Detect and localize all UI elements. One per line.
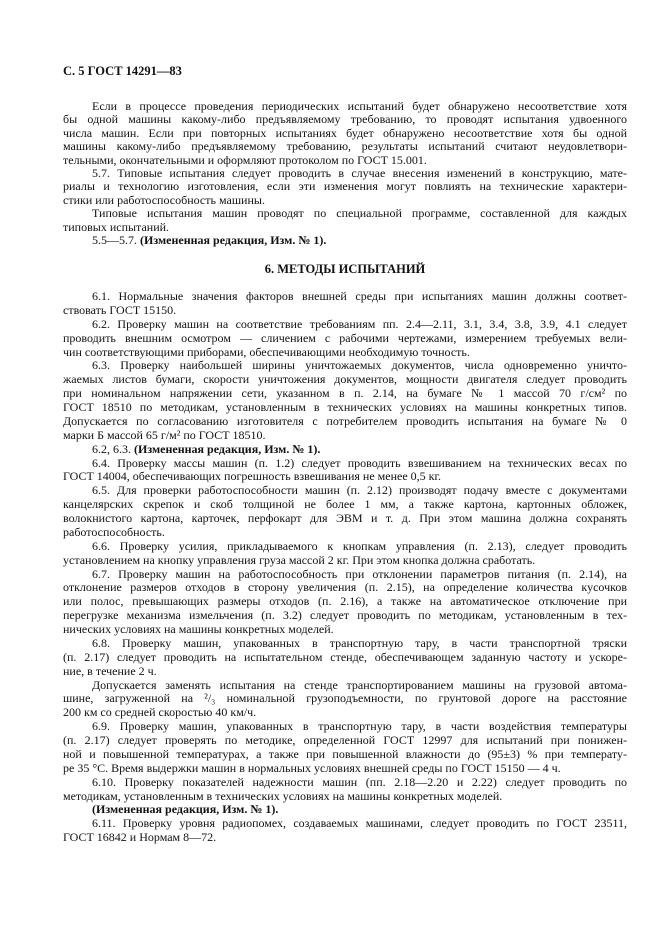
paragraph bbox=[63, 318, 627, 360]
paragraph bbox=[63, 207, 627, 234]
paragraph bbox=[63, 167, 627, 207]
line-text: 6.9. Проверку машин, упакованных в транспортную тару, в части воздействия температуры bbox=[92, 719, 627, 734]
text-line bbox=[63, 706, 627, 720]
text-line bbox=[63, 373, 627, 387]
line-text: числа машин. Если при повторных испытаниях будет обнаружено несоответствие хотя бы одной bbox=[63, 125, 627, 140]
paragraph bbox=[63, 720, 627, 776]
text-line bbox=[63, 526, 627, 540]
text-line bbox=[63, 512, 627, 526]
text-line bbox=[63, 734, 627, 748]
text-line bbox=[63, 318, 627, 332]
text-line bbox=[63, 776, 627, 790]
text-line bbox=[63, 470, 627, 484]
paragraph bbox=[63, 568, 627, 637]
amendment-label: (Измененная редакция, Изм. № 1). bbox=[140, 233, 327, 248]
text-line bbox=[63, 167, 627, 180]
text-line bbox=[63, 748, 627, 762]
paragraph bbox=[63, 776, 627, 804]
line-text: ГОСТ 18510 по методикам, установленным в технических условиях на машины конкретных типов. bbox=[63, 400, 627, 414]
line-text: 6.8. Проверку машин, упакованных в транспортную тару, в части транспортной тряски bbox=[92, 635, 627, 650]
text-line bbox=[63, 304, 627, 318]
paragraph bbox=[63, 359, 627, 442]
text-line bbox=[63, 637, 627, 651]
text-line bbox=[63, 790, 627, 804]
line-text: работоспособность. bbox=[63, 524, 165, 539]
text-line bbox=[63, 387, 627, 401]
line-text: при номинальном напряжении сети, указанном в п. 2.14, на бумаге № 1 массой 70 г/см² по bbox=[63, 386, 627, 401]
text-line bbox=[63, 581, 627, 595]
line-text: ние, в течение 2 ч. bbox=[63, 663, 157, 678]
line-text: нических условиях на машины конкретных моделей. bbox=[63, 622, 334, 636]
text-line bbox=[63, 127, 627, 140]
line-text: тельными, окончательными и оформляют протоколом по ГОСТ 15.001. bbox=[63, 152, 427, 167]
text-line bbox=[63, 415, 627, 429]
text-line bbox=[63, 665, 627, 679]
line-text: 6.1. Нормальные значения факторов внешней среды при испытаниях машин должны соответ- bbox=[92, 289, 627, 303]
line-text: Допускается по согласованию изготовителя с потребителем проводить испытания на бумаге № 0 bbox=[63, 413, 627, 428]
paragraph bbox=[63, 290, 627, 318]
line-text: жаемых листов бумаги, скорости уничтожения документов, мощности двигателя следует проводить bbox=[63, 372, 627, 387]
text-line bbox=[63, 609, 627, 623]
text-line bbox=[63, 429, 627, 443]
text-line bbox=[63, 290, 627, 304]
text-line bbox=[63, 651, 627, 665]
text-line bbox=[63, 540, 627, 554]
page-header: С. 5 ГОСТ 14291—83 bbox=[63, 64, 182, 78]
section-5-continuation bbox=[63, 100, 627, 247]
text-line bbox=[63, 113, 627, 126]
line-text: риалы и технологию изготовления, если эти изменения могут повлиять на технические характери- bbox=[63, 179, 627, 194]
line-text: 6.7. Проверку машин на работоспособность при отклонении параметров питания (п. 2.14), на bbox=[92, 566, 627, 581]
line-text: проводить внешним осмотром — сличением с рабочими чертежами, измерением требуемых вели- bbox=[63, 330, 627, 345]
paragraph bbox=[63, 637, 627, 679]
line-text: 6.2, 6.3. bbox=[92, 441, 134, 456]
amendment-note bbox=[63, 234, 627, 247]
line-text: (п. 2.17) следует проводить на испытательном стенде, обеспечивающем заданную частоту и ускоре- bbox=[63, 649, 627, 664]
line-text: (п. 2.17) следует проверять по методике, определенной ГОСТ 12997 для испытаний при понижен- bbox=[63, 733, 627, 747]
line-text: Допускается заменять испытания на стенде транспортированием машины на грузовой автома- bbox=[92, 677, 627, 692]
text-line bbox=[63, 154, 627, 167]
line-text: шине, загруженной на ²/₃ номинальной грузоподъемности, по грунтовой дороге на расстояние bbox=[63, 691, 627, 706]
amendment-note bbox=[63, 803, 627, 817]
text-line bbox=[63, 194, 627, 207]
text-line bbox=[63, 457, 627, 471]
line-text: 5.7. Типовые испытания следует проводить в случае внесения изменений в конструкцию, мате- bbox=[92, 166, 627, 181]
line-text: отклонение размеров отходов в сторону увеличения (п. 2.15), на определение количества кусочков bbox=[63, 580, 627, 595]
line-text: ре 35 °С. Время выдержки машин в нормальных условиях внешней среды по ГОСТ 15150 — 4 ч. bbox=[63, 760, 561, 775]
line-text: 5.5—5.7. bbox=[92, 233, 140, 248]
text-line bbox=[63, 359, 627, 373]
text-line bbox=[63, 692, 627, 706]
text-line bbox=[63, 401, 627, 415]
line-text: Если в процессе проведения периодических испытаний будет обнаружено несоответствие хотя bbox=[92, 99, 627, 113]
line-text: волокнистого картона, карточек, перфокарт для ЭВМ и т. д. При этом машина должна сохранять bbox=[63, 511, 627, 525]
line-text: или полос, превышающих размеры отходов (п. 2.16), а также на автоматическое отключение при bbox=[63, 594, 627, 609]
text-line bbox=[63, 568, 627, 582]
text-line bbox=[63, 140, 627, 153]
section-heading: 6. МЕТОДЫ ИСПЫТАНИЙ bbox=[264, 262, 426, 276]
section-6-test-methods bbox=[63, 290, 627, 845]
text-line bbox=[63, 831, 627, 845]
line-text: 200 км со средней скоростью 40 км/ч. bbox=[63, 705, 257, 720]
amendment-note bbox=[63, 443, 627, 457]
line-text: перегрузке механизма измельчения (п. 3.2) следует проводить по методикам, установленным в тех- bbox=[63, 608, 627, 623]
text-line bbox=[63, 817, 627, 831]
paragraph bbox=[63, 540, 627, 568]
line-text: ной и повышенной температурах, а также при повышенной влажности до (95±3) % при температу- bbox=[63, 746, 627, 761]
line-text: методикам, установленным в технических условиях на машины конкретных моделей. bbox=[63, 788, 503, 803]
text-line bbox=[63, 484, 627, 498]
text-line bbox=[63, 234, 627, 247]
line-text: ствовать ГОСТ 15150. bbox=[63, 302, 177, 317]
text-line bbox=[63, 554, 627, 568]
line-text: 6.6. Проверку усилия, прикладываемого к кнопкам управления (п. 2.13), следует проводить bbox=[92, 538, 627, 553]
paragraph bbox=[63, 484, 627, 540]
text-line bbox=[63, 207, 627, 220]
text-line bbox=[63, 498, 627, 512]
line-text: бы одной машины какому-либо предъявляемому требованию, то проводят испытания удвоенного bbox=[63, 112, 627, 127]
text-line bbox=[63, 180, 627, 193]
amendment-label: (Измененная редакция, Изм. № 1). bbox=[92, 802, 279, 817]
line-text: 6.10. Проверку показателей надежности машин (пп. 2.18—2.20 и 2.22) следует проводить по bbox=[92, 774, 627, 789]
line-text: стики или работоспособность машины. bbox=[63, 192, 265, 207]
line-text: марки Б массой 65 г/м² по ГОСТ 18510. bbox=[63, 427, 266, 442]
text-line bbox=[63, 100, 627, 113]
paragraph bbox=[63, 817, 627, 845]
line-text: чин соответствующими приборами, обеспечивающими необходимую точность. bbox=[63, 344, 470, 359]
line-text: 6.5. Для проверки работоспособности машин (п. 2.12) производят подачу вместе с документами bbox=[92, 483, 627, 498]
line-text: ГОСТ 14004, обеспечивающих погрешность взвешивания не менее 0,5 кг. bbox=[63, 469, 442, 484]
text-line bbox=[63, 803, 627, 817]
line-text: канцелярских скрепок и скоб толщиной не более 1 мм, а также картона, картонных обложек, bbox=[63, 497, 627, 512]
line-text: установлением на кнопку управления груза массой 2 кг. При этом кнопка должна сработать. bbox=[63, 552, 536, 567]
text-line bbox=[63, 221, 627, 234]
text-line bbox=[63, 720, 627, 734]
text-line bbox=[63, 679, 627, 693]
line-text: ГОСТ 16842 и Нормам 8—72. bbox=[63, 830, 217, 845]
text-line bbox=[63, 346, 627, 360]
text-line bbox=[63, 762, 627, 776]
line-text: 6.3. Проверку наибольшей ширины уничтожаемых документов, числа одновременно уничто- bbox=[92, 358, 627, 373]
paragraph bbox=[63, 679, 627, 721]
amendment-label: (Измененная редакция, Изм. № 1). bbox=[134, 441, 321, 456]
line-text: типовых испытаний. bbox=[63, 219, 170, 234]
line-text: 6.2. Проверку машин на соответствие требованиям пп. 2.4—2.11, 3.1, 3.4, 3.8, 3.9, 4.1 следует bbox=[92, 316, 627, 331]
line-text: машины какому-либо предъявляемому требованию, результаты испытаний считают неудовлетвори- bbox=[63, 139, 627, 154]
line-text: 6.4. Проверку массы машин (п. 1.2) следует проводить взвешиванием на технических весах по bbox=[92, 455, 627, 470]
text-line bbox=[63, 332, 627, 346]
line-text: Типовые испытания машин проводят по специальной программе, составленной для каждых bbox=[92, 206, 627, 221]
paragraph bbox=[63, 100, 627, 167]
text-line bbox=[63, 443, 627, 457]
paragraph bbox=[63, 457, 627, 485]
line-text: 6.11. Проверку уровня радиопомех, создаваемых машинами, следует проводить по ГОСТ 23511, bbox=[92, 816, 627, 831]
text-line bbox=[63, 595, 627, 609]
text-line bbox=[63, 623, 627, 637]
